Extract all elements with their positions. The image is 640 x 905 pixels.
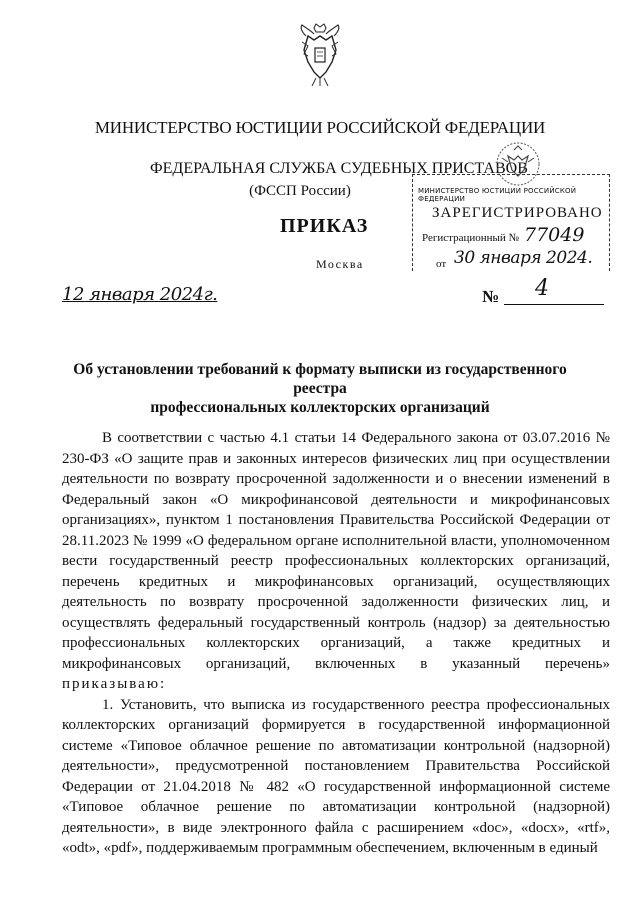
stamp-ministry: МИНИСТЕРСТВО ЮСТИЦИИ РОССИЙСКОЙ ФЕДЕРАЦИИ [418, 187, 577, 203]
paragraph-preamble [62, 428, 610, 695]
service-abbreviation: (ФССП России) [249, 183, 351, 199]
handwritten-date: 12 января 2024г. [62, 284, 218, 305]
number-label: № [482, 287, 500, 306]
city-name: Москва [316, 257, 364, 271]
stamp-date-label: от [436, 258, 447, 270]
document-heading [60, 360, 580, 417]
ministry-title: МИНИСТЕРСТВО ЮСТИЦИИ РОССИЙСКОЙ ФЕДЕРАЦИИ [94, 118, 546, 137]
paragraph-item-1: 1. Установить, что выписка из государственного реестра профессиональных коллекторских организаций формируется в государственной информационной системе «Типовое облачное решение по автоматизации контрольной (надзорной) деятельности», предусмотренной постановлением Правительства Российской Федерации от 21.04.2018 № 482 «О государственной информационной системе «Типовое облачное решение по автоматизации контрольной (надзорной) деятельности», в виде электронного файла с расширением «doc», «docx», «rtf», «odt», «pdf», поддерживаемым программным обеспечением, включенным в единый [62, 696, 610, 856]
service-name: ФЕДЕРАЛЬНАЯ СЛУЖБА СУДЕБНЫХ ПРИСТАВОВ [150, 160, 528, 177]
heading-line-1: Об установлении требований к формату выписки из государственного реестра [73, 361, 567, 397]
order-word: приказываю: [62, 676, 167, 692]
document-body [62, 428, 610, 859]
number-underline [504, 304, 604, 305]
stamp-date: 30 января 2024. [454, 248, 593, 268]
heading-line-2: профессиональных коллекторских организаций [150, 399, 490, 416]
stamp-title: ЗАРЕГИСТРИРОВАНО [432, 205, 603, 221]
handwritten-number: 4 [535, 276, 549, 301]
preamble-text: В соответствии с частью 4.1 статьи 14 Федерального закона от 03.07.2016 № 230-ФЗ «О защите прав и законных интересов физических лиц при осуществлении деятельности по возврату просроченной задолженности и о внесении изменений в Федеральный закон «О микрофинансовой деятельности и микрофинансовых организациях», пунктом 1 постановления Правительства Российской Федерации от 28.11.2023 № 1999 «О федеральном органе исполнительной власти, уполномоченном вести государственный реестр профессиональных коллекторских организаций, перечень кредитных и микрофинансовых организаций, осуществляющих деятельность по возврату просроченной задолженности физических лиц, и осуществлять федеральный государственный контроль (надзор) за деятельностью профессиональных коллекторских организаций, а также кредитных и микрофинансовых организаций, включенных в указанный перечень» [62, 430, 610, 672]
eagle-seal-icon [494, 140, 542, 188]
coat-of-arms-emblem [298, 22, 342, 88]
order-title: ПРИКАЗ [280, 215, 369, 237]
stamp-reg-number: 77049 [524, 224, 585, 246]
registration-stamp [412, 174, 612, 274]
stamp-reg-label: Регистрационный № [422, 232, 520, 244]
